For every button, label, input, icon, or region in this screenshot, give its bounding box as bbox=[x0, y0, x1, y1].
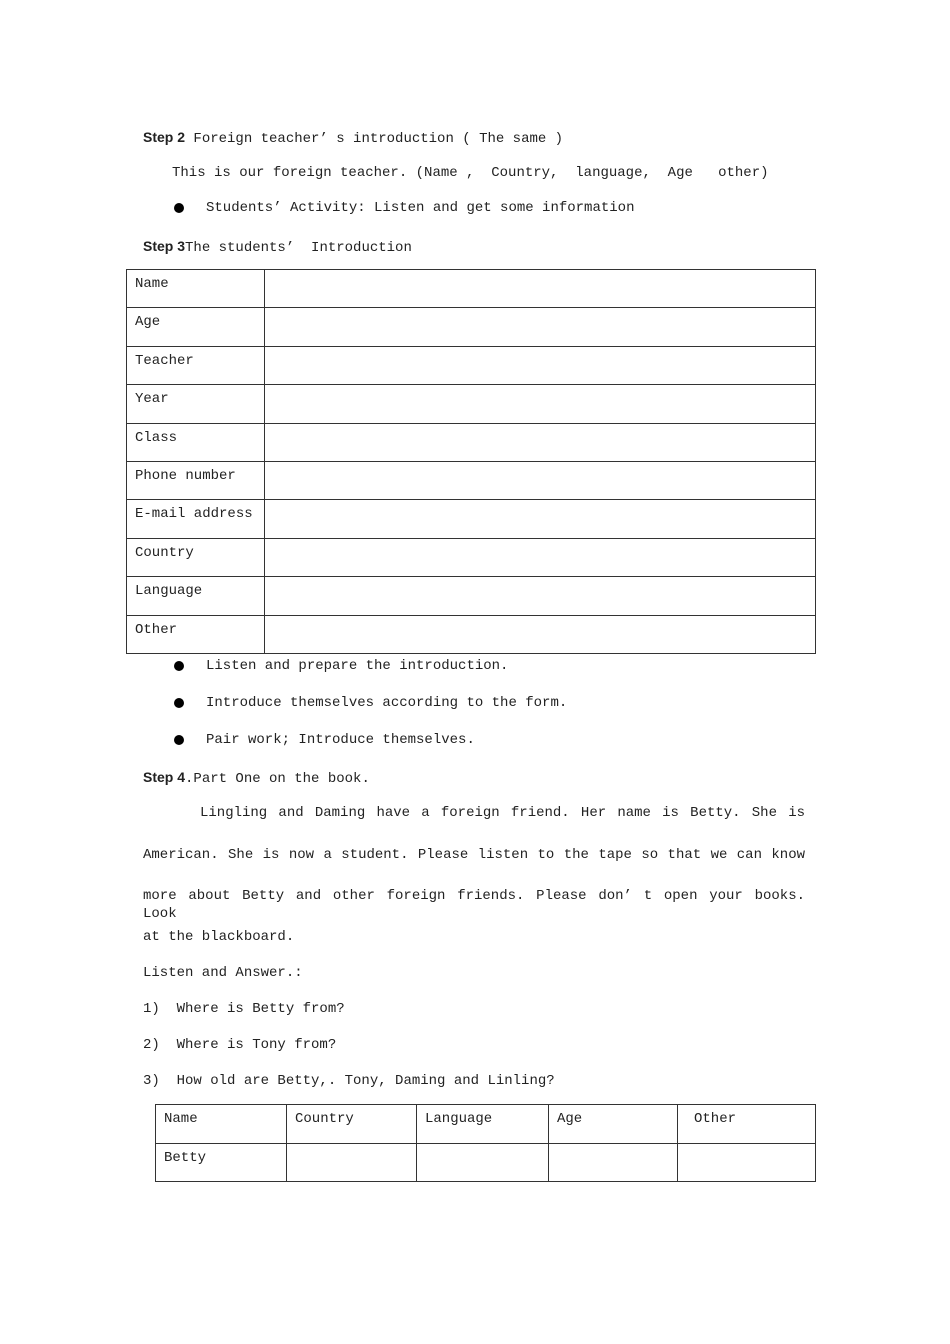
form-label: E-mail address bbox=[127, 500, 265, 538]
form-value-cell[interactable] bbox=[265, 615, 816, 653]
question: 2) Where is Tony from? bbox=[143, 1037, 337, 1053]
form-row bbox=[127, 270, 816, 308]
form-row bbox=[127, 577, 816, 615]
form-row bbox=[127, 500, 816, 538]
bullet-icon bbox=[174, 661, 184, 671]
form-row bbox=[127, 423, 816, 461]
form-value-cell[interactable] bbox=[265, 385, 816, 423]
friends-table bbox=[155, 1104, 816, 1182]
form-label: Age bbox=[127, 308, 265, 346]
form-label: Name bbox=[127, 270, 265, 308]
step2-heading: Step 2 Foreign teacher’ s introduction ( The same ) bbox=[143, 129, 564, 147]
paragraph-line: American. She is now a student. Please listen to the tape so that we can know bbox=[143, 847, 805, 863]
form-label: Country bbox=[127, 538, 265, 576]
step3-heading: Step 3The students’ Introduction bbox=[143, 238, 412, 256]
bullet-icon bbox=[174, 735, 184, 745]
form-row bbox=[127, 385, 816, 423]
bullet-icon bbox=[174, 203, 184, 213]
step4-heading: Step 4.Part One on the book. bbox=[143, 769, 370, 787]
form-label: Other bbox=[127, 615, 265, 653]
column-header: Name bbox=[156, 1105, 287, 1144]
form-label: Year bbox=[127, 385, 265, 423]
form-label: Language bbox=[127, 577, 265, 615]
table-cell[interactable] bbox=[678, 1143, 816, 1182]
table-row bbox=[156, 1143, 816, 1182]
column-header: Age bbox=[549, 1105, 678, 1144]
form-value-cell[interactable] bbox=[265, 577, 816, 615]
bullet-icon bbox=[174, 698, 184, 708]
bullet-text: Students’ Activity: Listen and get some information bbox=[206, 200, 635, 216]
question: 1) Where is Betty from? bbox=[143, 1001, 345, 1017]
form-value-cell[interactable] bbox=[265, 500, 816, 538]
form-value-cell[interactable] bbox=[265, 308, 816, 346]
header-row bbox=[156, 1105, 816, 1144]
bullet-text: Introduce themselves according to the form. bbox=[206, 695, 568, 711]
form-value-cell[interactable] bbox=[265, 270, 816, 308]
paragraph-line: more about Betty and other foreign friends. Please don’ t open your books. Look bbox=[143, 888, 805, 922]
column-header: Country bbox=[287, 1105, 417, 1144]
form-value-cell[interactable] bbox=[265, 423, 816, 461]
column-header: Language bbox=[417, 1105, 549, 1144]
form-value-cell[interactable] bbox=[265, 538, 816, 576]
question: 3) How old are Betty,. Tony, Daming and Linling? bbox=[143, 1073, 555, 1089]
form-row bbox=[127, 615, 816, 653]
form-label: Teacher bbox=[127, 346, 265, 384]
form-row bbox=[127, 308, 816, 346]
form-label: Phone number bbox=[127, 461, 265, 499]
bullet-text: Listen and prepare the introduction. bbox=[206, 658, 509, 674]
form-row bbox=[127, 461, 816, 499]
table-cell: Betty bbox=[156, 1143, 287, 1182]
form-label: Class bbox=[127, 423, 265, 461]
form-value-cell[interactable] bbox=[265, 346, 816, 384]
table-cell[interactable] bbox=[549, 1143, 678, 1182]
form-row bbox=[127, 538, 816, 576]
column-header: Other bbox=[678, 1105, 816, 1144]
table-cell[interactable] bbox=[417, 1143, 549, 1182]
paragraph-line: at the blackboard. bbox=[143, 929, 295, 945]
table-cell[interactable] bbox=[287, 1143, 417, 1182]
student-info-form bbox=[126, 269, 816, 654]
bullet-text: Pair work; Introduce themselves. bbox=[206, 732, 475, 748]
form-value-cell[interactable] bbox=[265, 461, 816, 499]
listen-heading: Listen and Answer.: bbox=[143, 965, 303, 981]
intro-line: This is our foreign teacher. (Name , Country, language, Age other) bbox=[172, 165, 769, 181]
form-row bbox=[127, 346, 816, 384]
paragraph-line: Lingling and Daming have a foreign friend. Her name is Betty. She is bbox=[200, 805, 805, 821]
